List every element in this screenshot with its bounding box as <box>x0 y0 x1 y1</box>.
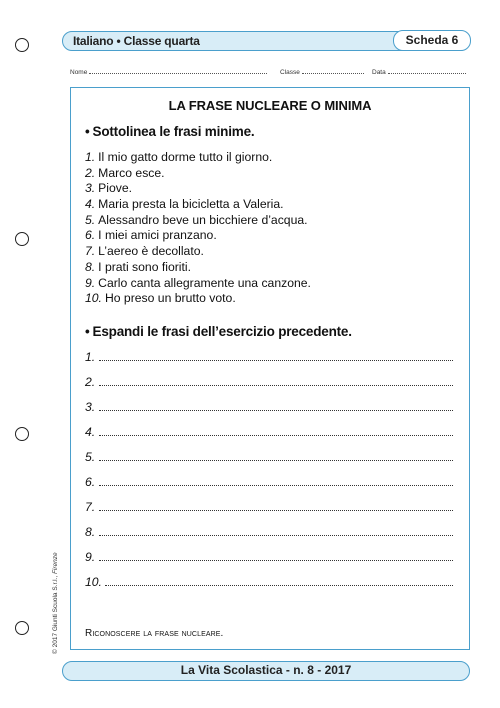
sentence-text[interactable]: Il mio gatto dorme tutto il giorno. <box>98 150 273 164</box>
sentence-number: 2. <box>85 165 96 180</box>
copyright-city: Firenze <box>52 552 59 575</box>
bullet-icon: • <box>85 124 90 139</box>
sentence-number: 1. <box>85 150 96 164</box>
exercise-2-instruction <box>85 324 352 339</box>
answer-line[interactable] <box>85 546 453 571</box>
worksheet-frame <box>70 87 470 650</box>
footer-band: La Vita Scolastica - n. 8 - 2017 <box>62 661 470 681</box>
answer-dotted-line[interactable] <box>99 460 453 461</box>
answer-line[interactable] <box>85 471 453 496</box>
sentence-number: 4. <box>85 197 96 212</box>
sentence-item <box>85 244 311 260</box>
date-label: Data <box>372 69 386 76</box>
answer-number: 9. <box>85 550 96 564</box>
sentence-text[interactable]: I prati sono fioriti. <box>98 259 191 274</box>
answer-line[interactable] <box>85 496 453 521</box>
answer-dotted-line[interactable] <box>99 435 453 436</box>
sentence-number: 8. <box>85 259 96 274</box>
answer-number: 1. <box>85 350 96 364</box>
exercise-2-text: Espandi le frasi dell’esercizio precedente. <box>92 324 352 339</box>
class-field[interactable] <box>280 67 364 76</box>
answer-line[interactable] <box>85 446 453 471</box>
sentence-item <box>85 166 311 182</box>
answer-lines <box>85 346 453 596</box>
date-dotted-line <box>388 67 466 74</box>
copyright-text: © 2017 Giunti Scuola S.r.l., <box>52 574 59 654</box>
sentence-item <box>85 228 311 244</box>
date-field[interactable] <box>372 67 466 76</box>
copyright-notice <box>52 552 59 654</box>
binder-hole-3 <box>15 427 29 441</box>
name-field[interactable] <box>70 67 267 76</box>
answer-number: 4. <box>85 425 96 439</box>
sentence-item <box>85 150 311 166</box>
answer-dotted-line[interactable] <box>105 585 453 586</box>
answer-dotted-line[interactable] <box>99 360 453 361</box>
answer-line[interactable] <box>85 346 453 371</box>
worksheet-title: LA FRASE NUCLEARE O MINIMA <box>168 98 372 113</box>
name-label: Nome <box>70 69 88 76</box>
exercise-1-instruction <box>85 124 254 139</box>
sentence-text[interactable]: L’aereo è decollato. <box>98 244 204 259</box>
student-info-row <box>70 67 470 79</box>
sentence-number: 7. <box>85 244 96 259</box>
sentence-number: 5. <box>85 212 96 227</box>
sentence-text[interactable]: Piove. <box>98 181 133 196</box>
sentence-item <box>85 213 311 229</box>
sentence-number: 6. <box>85 228 96 243</box>
learning-objective: Riconoscere la frase nucleare. <box>85 628 224 639</box>
answer-number: 2. <box>85 375 96 389</box>
answer-dotted-line[interactable] <box>99 385 453 386</box>
sentence-item <box>85 181 311 197</box>
answer-dotted-line[interactable] <box>99 535 453 536</box>
sentence-item <box>85 291 311 307</box>
answer-dotted-line[interactable] <box>99 560 453 561</box>
sentence-text[interactable]: Alessandro beve un bicchiere d’acqua. <box>98 212 308 227</box>
answer-number: 3. <box>85 400 96 414</box>
binder-hole-1 <box>15 38 29 52</box>
subject-label: Italiano • Classe quarta <box>73 34 200 48</box>
sheet-number-tab: Scheda 6 <box>393 30 471 51</box>
answer-number: 6. <box>85 475 96 489</box>
answer-dotted-line[interactable] <box>99 485 453 486</box>
sentence-list <box>85 150 311 307</box>
exercise-1-text: Sottolinea le frasi minime. <box>92 124 255 139</box>
class-label: Classe <box>280 69 300 76</box>
answer-dotted-line[interactable] <box>99 410 453 411</box>
answer-line[interactable] <box>85 521 453 546</box>
answer-line[interactable] <box>85 421 453 446</box>
sentence-number: 3. <box>85 181 96 196</box>
answer-number: 8. <box>85 525 96 539</box>
sentence-text[interactable]: Carlo canta allegramente una canzone. <box>98 275 311 290</box>
answer-number: 7. <box>85 500 96 514</box>
name-dotted-line <box>89 67 267 74</box>
answer-number: 5. <box>85 450 96 464</box>
binder-hole-4 <box>15 621 29 635</box>
answer-line[interactable] <box>85 571 453 596</box>
sentence-text[interactable]: Ho preso un brutto voto. <box>104 291 236 306</box>
sentence-number: 9. <box>85 275 96 290</box>
answer-line[interactable] <box>85 396 453 421</box>
answer-number: 10. <box>85 575 102 589</box>
bullet-icon: • <box>85 324 90 339</box>
answer-line[interactable] <box>85 371 453 396</box>
class-dotted-line <box>302 67 364 74</box>
sentence-item <box>85 276 311 292</box>
sentence-number: 10. <box>85 291 102 306</box>
sentence-text[interactable]: Maria presta la bicicletta a Valeria. <box>98 197 284 212</box>
sentence-text[interactable]: I miei amici pranzano. <box>98 228 217 243</box>
sentence-item <box>85 260 311 276</box>
header-band <box>62 31 470 51</box>
answer-dotted-line[interactable] <box>99 510 453 511</box>
sentence-item <box>85 197 311 213</box>
binder-hole-2 <box>15 232 29 246</box>
sentence-text[interactable]: Marco esce. <box>98 165 165 180</box>
